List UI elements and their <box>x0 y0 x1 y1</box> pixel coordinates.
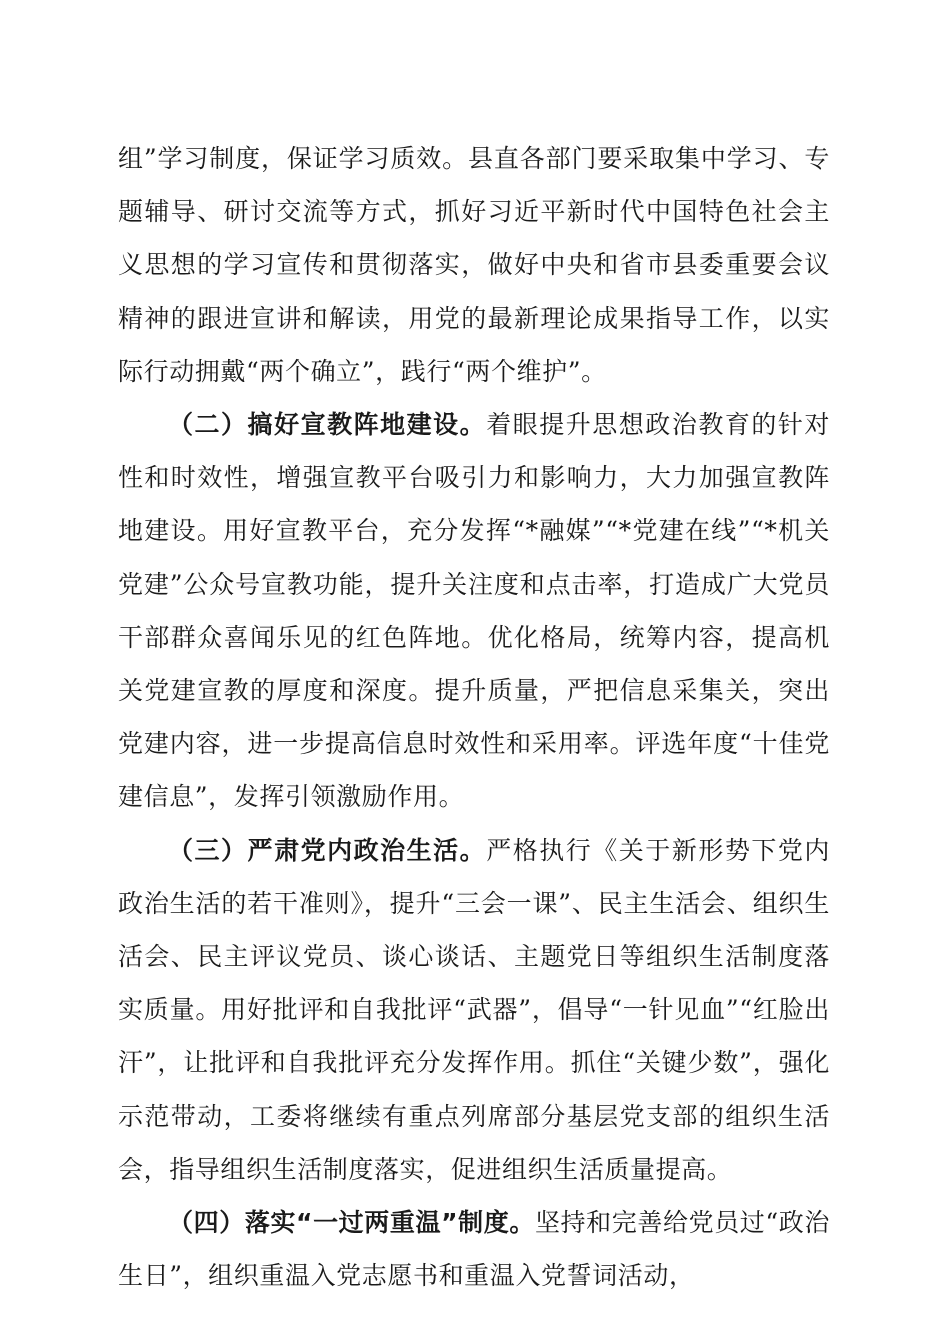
paragraph-3 <box>118 824 830 1196</box>
paragraph-1-body: 组”学习制度，保证学习质效。县直各部门要采取集中学习、专题辅导、研讨交流等方式，抓好习近平新时代中国特色社会主义思想的学习宣传和贯彻落实，做好中央和省市县委重要会议精神的跟进宣讲和解读，用党的最新理论成果指导工作，以实际行动拥戴“两个确立”，践行“两个维护”。 <box>118 144 830 386</box>
paragraph-2-body: 着眼提升思想政治教育的针对性和时效性，增强宣教平台吸引力和影响力，大力加强宣教阵地建设。用好宣教平台，充分发挥“*融媒”“*党建在线”“*机关党建”公众号宣教功能，提升关注度和点击率，打造成广大党员干部群众喜闻乐见的红色阵地。优化格局，统筹内容，提高机关党建宣教的厚度和深度。提升质量，严把信息采集关，突出党建内容，进一步提高信息时效性和采用率。评选年度“十佳党建信息”，发挥引领激励作用。 <box>118 410 830 812</box>
paragraph-4 <box>118 1196 830 1302</box>
paragraph-4-body: 坚持和完善给党员过“政治生日”，组织重温入党志愿书和重温入党誓词活动， <box>118 1208 830 1291</box>
section-heading-3: （三）严肃党内政治生活。 <box>168 835 487 865</box>
section-heading-4: （四）落实“一过两重温”制度。 <box>168 1208 535 1238</box>
paragraph-2 <box>118 398 830 824</box>
paragraph-1 <box>118 132 830 398</box>
paragraph-3-body: 严格执行《关于新形势下党内政治生活的若干准则》，提升“三会一课”、民主生活会、组织生活会、民主评议党员、谈心谈话、主题党日等组织生活制度落实质量。用好批评和自我批评“武器”，倡导“一针见血”“红脸出汗”，让批评和自我批评充分发挥作用。抓住“关键少数”，强化示范带动，工委将继续有重点列席部分基层党支部的组织生活会，指导组织生活制度落实，促进组织生活质量提高。 <box>118 835 830 1184</box>
document-body <box>118 132 830 1302</box>
section-heading-2: （二）搞好宣教阵地建设。 <box>168 410 487 440</box>
